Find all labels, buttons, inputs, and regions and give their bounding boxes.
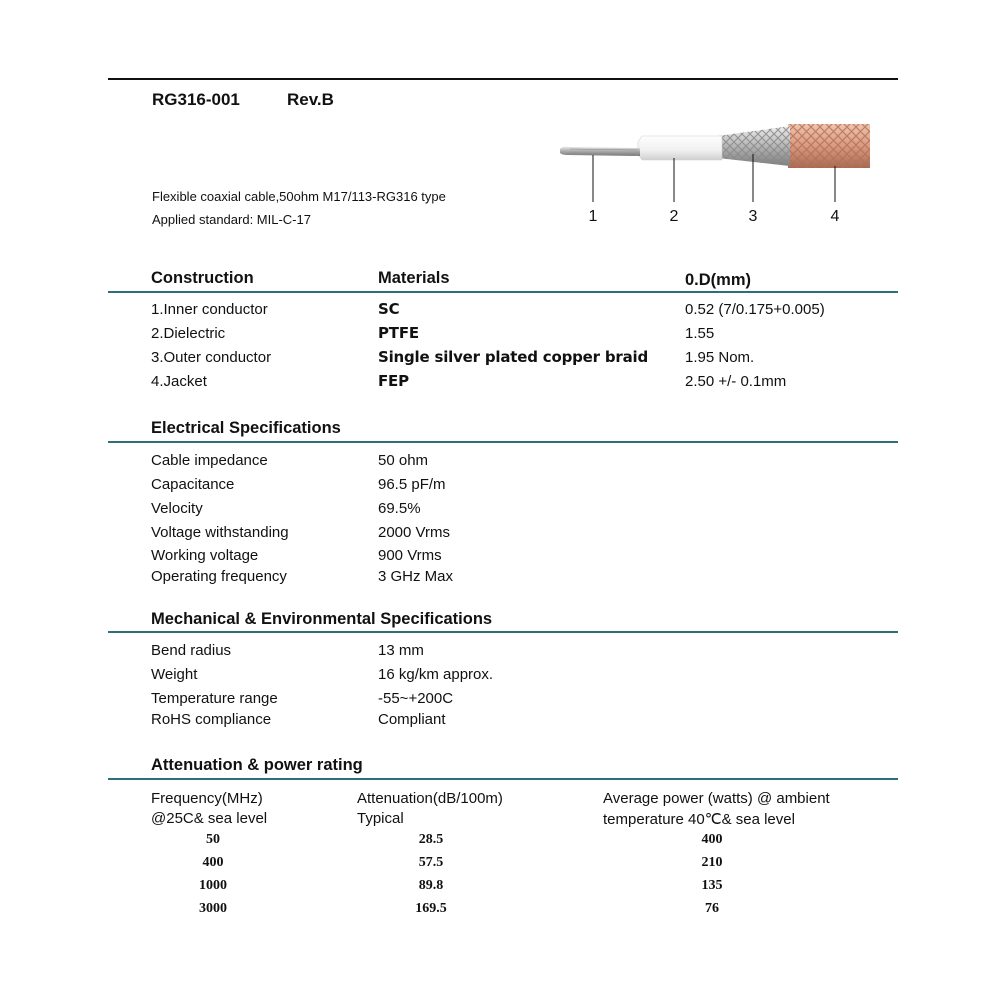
- construction-row-1-name: 1.Inner conductor: [151, 301, 268, 318]
- electrical-row-6-label: Operating frequency: [151, 568, 287, 585]
- electrical-rule: [108, 441, 898, 443]
- mechanical-row-2-value: 16 kg/km approx.: [378, 666, 494, 683]
- construction-row-2-name: 2.Dielectric: [151, 325, 226, 342]
- attenuation-rule: [108, 778, 898, 780]
- attenuation-header-line-1: Attenuation(dB/100m): [357, 790, 503, 807]
- part-number: RG316-001: [152, 90, 240, 109]
- construction-rule: [108, 291, 898, 293]
- power-header-line-2: temperature 40℃& sea level: [603, 811, 795, 828]
- mechanical-row-3-label: Temperature range: [151, 690, 278, 707]
- attenuation-row-3-power: 135: [701, 878, 723, 893]
- construction-row-1-od: 0.52 (7/0.175+0.005): [685, 301, 825, 318]
- electrical-row-1-value: 50 ohm: [378, 452, 429, 469]
- part-label-2: 2: [669, 208, 679, 225]
- revision: Rev.B: [287, 90, 334, 109]
- part-label-4: 4: [830, 208, 840, 225]
- attenuation-row-2-attenuation: 57.5: [418, 855, 444, 870]
- attenuation-row-1-power: 400: [701, 832, 723, 847]
- construction-row-4-material: FEP: [378, 372, 409, 390]
- electrical-row-3-value: 69.5%: [378, 500, 421, 517]
- part-label-3: 3: [748, 208, 758, 225]
- jacket-segment: [788, 124, 870, 168]
- attenuation-title: Attenuation & power rating: [151, 756, 363, 774]
- mechanical-row-1-label: Bend radius: [151, 642, 232, 659]
- construction-row-2-material: PTFE: [378, 324, 419, 342]
- mechanical-row-3-value: -55~+200C: [378, 690, 454, 707]
- inner-conductor-segment: [560, 147, 640, 156]
- braid-segment: [718, 126, 790, 166]
- frequency-header-line-2: @25C& sea level: [151, 810, 268, 827]
- mechanical-rule: [108, 631, 898, 633]
- attenuation-header-line-2: Typical: [357, 810, 404, 827]
- part-label-1: 1: [588, 208, 598, 225]
- attenuation-row-2-frequency: 400: [202, 855, 224, 870]
- mechanical-title: Mechanical & Environmental Specifications: [151, 610, 493, 628]
- construction-row-1-material: SC: [378, 300, 400, 318]
- electrical-row-2-value: 96.5 pF/m: [378, 476, 446, 493]
- construction-row-4-od: 2.50 +/- 0.1mm: [685, 373, 787, 390]
- mechanical-row-4-label: RoHS compliance: [151, 711, 272, 728]
- frequency-header-line-1: Frequency(MHz): [151, 790, 263, 807]
- attenuation-row-4-power: 76: [705, 901, 719, 916]
- attenuation-row-3-attenuation: 89.8: [418, 878, 444, 893]
- dielectric-segment: [638, 136, 722, 160]
- materials-header: Materials: [378, 269, 450, 287]
- construction-row-3-material: Single silver plated copper braid: [378, 348, 648, 366]
- electrical-row-1-label: Cable impedance: [151, 452, 268, 469]
- construction-row-3-name: 3.Outer conductor: [151, 349, 272, 366]
- electrical-title: Electrical Specifications: [151, 419, 341, 437]
- electrical-row-5-label: Working voltage: [151, 547, 259, 564]
- attenuation-row-3-frequency: 1000: [199, 878, 227, 893]
- attenuation-row-4-frequency: 3000: [199, 901, 227, 916]
- attenuation-row-1-frequency: 50: [206, 832, 220, 847]
- construction-row-4-name: 4.Jacket: [151, 373, 207, 390]
- attenuation-row-4-attenuation: 169.5: [415, 901, 447, 916]
- electrical-row-2-label: Capacitance: [151, 476, 235, 493]
- construction-row-3-od: 1.95 Nom.: [685, 349, 755, 366]
- electrical-row-3-label: Velocity: [151, 500, 203, 517]
- electrical-row-6-value: 3 GHz Max: [378, 568, 454, 585]
- applied-standard: Applied standard: MIL-C-17: [152, 212, 311, 227]
- construction-row-2-od: 1.55: [685, 325, 715, 342]
- od-header: 0.D(mm): [685, 271, 752, 289]
- mechanical-row-2-label: Weight: [151, 666, 198, 683]
- attenuation-row-2-power: 210: [701, 855, 723, 870]
- construction-header: Construction: [151, 269, 254, 287]
- power-header-line-1: Average power (watts) @ ambient: [603, 790, 830, 807]
- electrical-row-5-value: 900 Vrms: [378, 547, 442, 564]
- mechanical-row-1-value: 13 mm: [378, 642, 424, 659]
- electrical-row-4-label: Voltage withstanding: [151, 524, 289, 541]
- attenuation-row-1-attenuation: 28.5: [418, 832, 444, 847]
- top-rule: [108, 78, 898, 80]
- electrical-row-4-value: 2000 Vrms: [378, 524, 450, 541]
- cable-description: Flexible coaxial cable,50ohm M17/113-RG316 type: [152, 189, 446, 204]
- mechanical-row-4-value: Compliant: [378, 711, 446, 728]
